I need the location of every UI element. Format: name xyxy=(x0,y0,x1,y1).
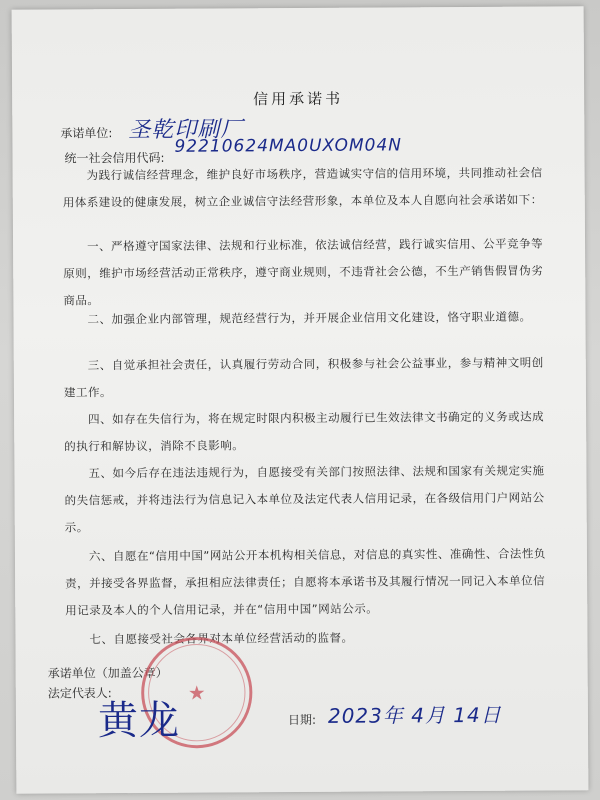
paragraph-7: 七、自愿接受社会各界对本单位经营活动的监督。 xyxy=(89,630,354,647)
document-page xyxy=(12,6,589,793)
intro-paragraph: 为践行诚信经营理念，维护良好市场秩序，营造诚实守信的信用环境，共同推动社会信用体系建设的健康发展，树立企业诚信守法经营形象，本单位及本人自愿向社会承诺如下： xyxy=(62,165,543,210)
unit-label: 承诺单位: xyxy=(60,126,113,141)
paragraph-4: 四、如存在失信行为，将在规定时限内积极主动履行已生效法律文书确定的义务或达成的执行和解协议，消除不良影响。 xyxy=(64,409,545,454)
date-handwritten: 2023年 4月 14日 xyxy=(327,702,502,728)
credit-code-handwritten: 92210624MA0UXOM04N xyxy=(174,135,403,157)
signature-handwritten: 黄龙 xyxy=(97,697,181,745)
paragraph-1: 一、严格遵守国家法律、法规和行业标准，依法诚信经营，践行诚实信用、公平竞争等原则，维护市场经营活动正常秩序，遵守商业规则，不违背社会公德，不生产销售假冒伪劣商品。 xyxy=(63,236,544,308)
paragraph-3: 三、自觉承担社会责任，认真履行劳动合同，积极参与社会公益事业，参与精神文明创建工作。 xyxy=(63,355,544,400)
document-title: 信用承诺书 xyxy=(253,89,344,109)
paragraph-5: 五、如今后存在违法违规行为，自愿接受有关部门按照法律、法规和国家有关规定实施的失信惩戒，并将违法行为信息记入本单位及法定代表人信用记录，在各级信用门户网站公示。 xyxy=(64,463,545,535)
svg-text:★: ★ xyxy=(187,681,206,705)
legal-rep-label: 法定代表人: xyxy=(47,686,112,701)
paragraph-6: 六、自愿在“信用中国”网站公开本机构相关信息，对信息的真实性、准确性、合法性负责，并接受各界监督，承担相应法律责任；自愿将本承诺书及其履行情况一同记入本单位信用记录及本人的个人信用记录，并在“信用中国”网站公示。 xyxy=(65,546,546,618)
paragraph-2: 二、加强企业内部管理，规范经营行为，并开展企业信用文化建设，恪守职业道德。 xyxy=(87,309,532,327)
date-label: 日期: xyxy=(287,712,317,728)
sign-unit-label: 承诺单位（加盖公章） xyxy=(47,665,168,681)
credit-code-label: 统一社会信用代码: xyxy=(64,150,165,166)
unit-name-handwritten: 圣乾印刷厂 xyxy=(128,117,244,144)
